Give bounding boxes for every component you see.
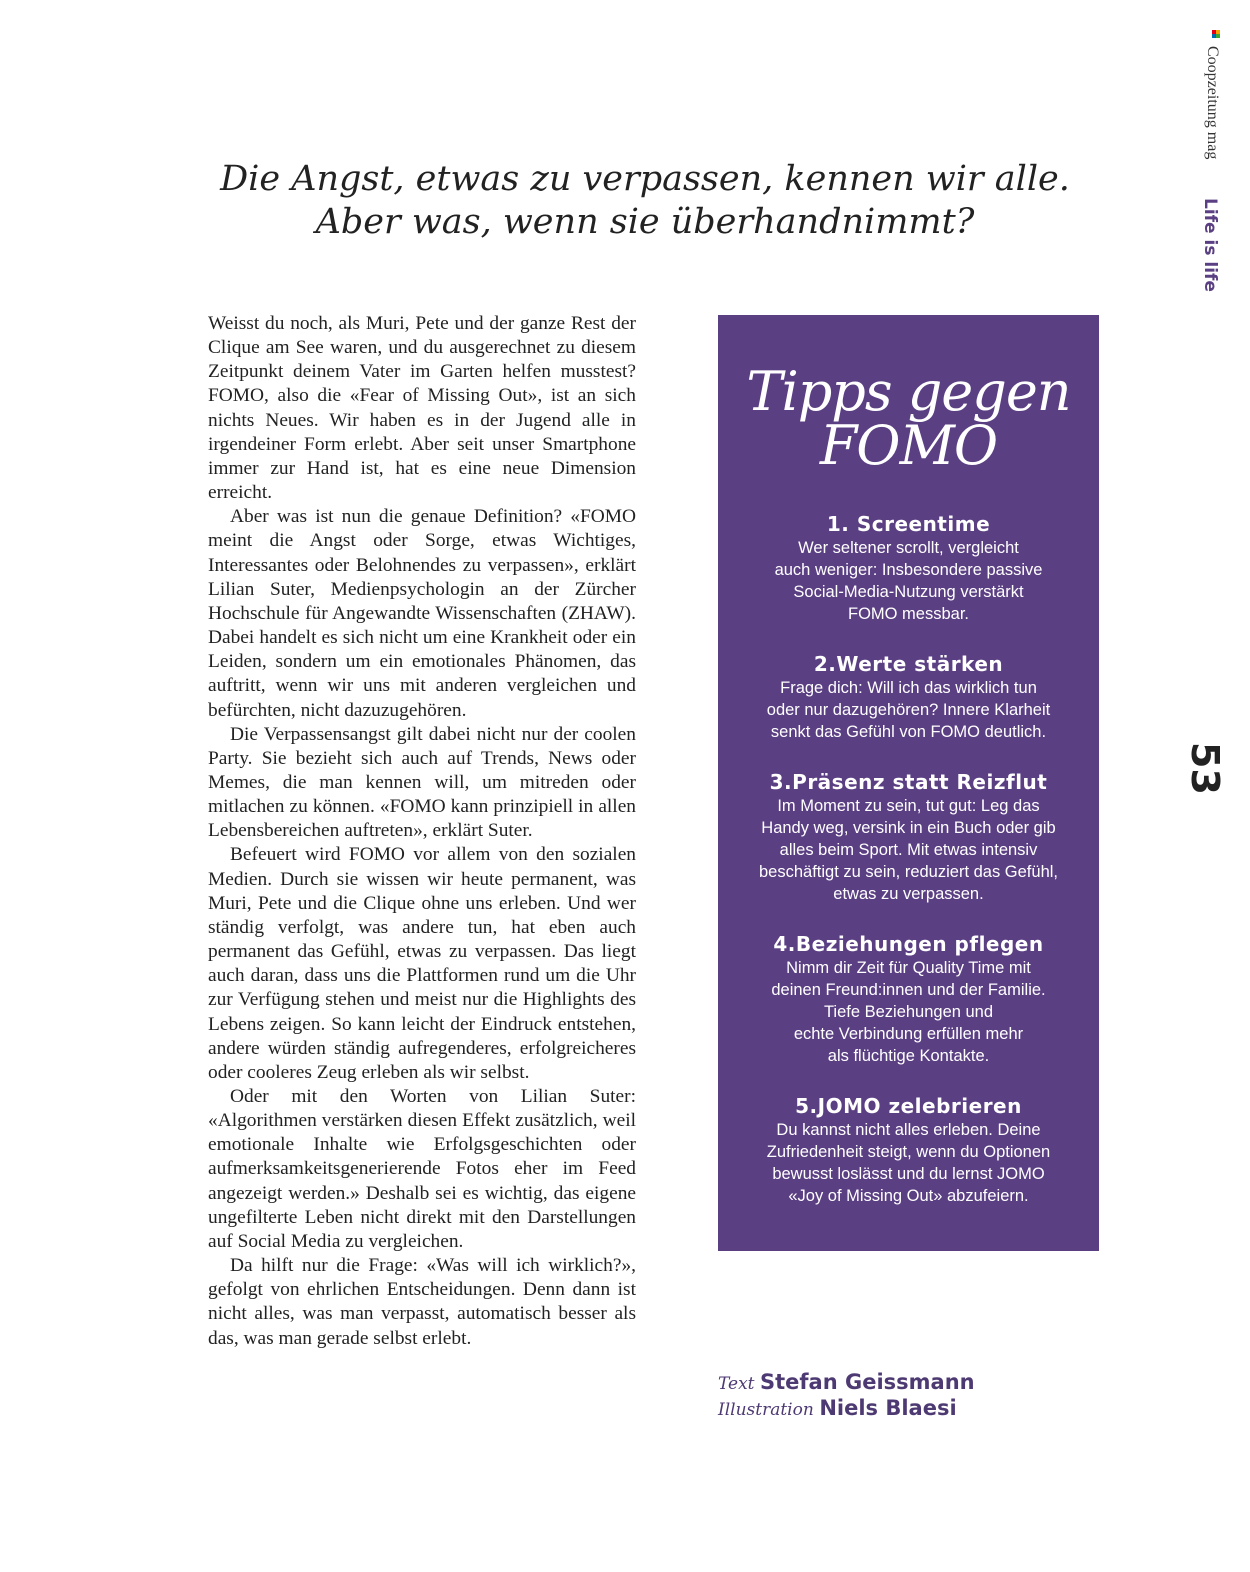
tip-line: Frage dich: Will ich das wirklich tun bbox=[780, 679, 1037, 697]
tip-line: Handy weg, versink in ein Buch oder gib bbox=[761, 819, 1056, 837]
credit-role: Text bbox=[718, 1374, 755, 1394]
tip-heading: 1. Screentime bbox=[826, 512, 991, 536]
tip-heading: 3.Präsenz statt Reizflut bbox=[769, 770, 1048, 794]
tip-text bbox=[718, 1119, 1099, 1207]
credit-author: Stefan Geissmann bbox=[760, 1370, 975, 1394]
tip-line: alles beim Sport. Mit etwas intensiv bbox=[779, 841, 1038, 859]
tips-sidebar bbox=[718, 315, 1099, 1251]
tip-line: «Joy of Missing Out» abzufeiern. bbox=[788, 1187, 1029, 1205]
credit-illustration bbox=[718, 1396, 975, 1422]
tip-text bbox=[718, 795, 1099, 905]
tip-line: Im Moment zu sein, tut gut: Leg das bbox=[777, 797, 1040, 815]
tip-line: oder nur dazugehören? Innere Klarheit bbox=[766, 701, 1051, 719]
tip-item bbox=[718, 931, 1099, 1067]
tip-item bbox=[718, 511, 1099, 625]
tip-heading: 5.JOMO zelebrieren bbox=[795, 1094, 1022, 1118]
tip-text bbox=[718, 677, 1099, 743]
tip-heading: 4.Beziehungen pflegen bbox=[773, 932, 1044, 956]
article-body bbox=[208, 312, 636, 1351]
sidebar-title-line-1: Tipps gegen bbox=[746, 360, 1071, 423]
tip-line: beschäftigt zu sein, reduziert das Gefühl, bbox=[759, 863, 1058, 881]
headline-line-1: Die Angst, etwas zu verpassen, kennen wir alle. bbox=[220, 159, 1070, 199]
credit-text bbox=[718, 1370, 975, 1396]
article-paragraph: Befeuert wird FOMO vor allem von den sozialen Medien. Durch sie wissen wir heute permanent, was Muri, Pete und die Clique ohne uns erleben. Und wer ständig verfolgt, was andere tun, hat eben auch permanent das Gefühl, etwas zu verpassen. Das liegt auch daran, dass uns die Plattformen rund um die Uhr zur Verfügung stehen und meist nur die Highlights des Lebens zeigen. So kann leicht der Eindruck entstehen, andere würden ständig aufregenderes, erfolgreicheres oder cooleres Zeug erleben als wir selbst. bbox=[208, 844, 636, 1083]
tip-item bbox=[718, 1093, 1099, 1207]
tip-line: deinen Freund:innen und der Familie. bbox=[771, 981, 1046, 999]
tip-text bbox=[718, 957, 1099, 1067]
tip-text bbox=[718, 537, 1099, 625]
tip-line: senkt das Gefühl von FOMO deutlich. bbox=[770, 723, 1047, 741]
tip-line: als flüchtige Kontakte. bbox=[827, 1047, 990, 1065]
tip-line: bewusst loslässt und du lernst JOMO bbox=[772, 1165, 1045, 1183]
tip-line: Wer seltener scrollt, vergleicht bbox=[798, 539, 1019, 557]
tip-line: etwas zu verpassen. bbox=[833, 885, 984, 903]
credits bbox=[718, 1370, 975, 1422]
credit-illustrator: Niels Blaesi bbox=[819, 1396, 957, 1420]
article-paragraph: Oder mit den Worten von Lilian Suter: «Algorithmen verstärken diesen Effekt zusätzlich, weil emotionale Inhalte wie Erfolgsgeschichten oder aufmerksamkeitsgenerierende Fotos eher im Feed angezeigt werden.» Deshalb sei es wichtig, das eigene ungefilterte Leben nicht direkt mit den Darstellungen auf Social Media zu vergleichen. bbox=[208, 1086, 636, 1252]
headline bbox=[150, 158, 1140, 244]
tip-line: Du kannst nicht alles erleben. Deine bbox=[776, 1121, 1041, 1139]
headline-line-2: Aber was, wenn sie überhandnimmt? bbox=[315, 202, 975, 242]
article-paragraph: Da hilft nur die Frage: «Was will ich wirklich?», gefolgt von ehrlichen Entscheidungen. Denn dann ist nicht alles, was man verpasst, automatisch besser als das, was man gerade selbst erlebt. bbox=[208, 1255, 636, 1349]
sidebar-title bbox=[718, 360, 1099, 477]
tip-item bbox=[718, 651, 1099, 743]
tip-line: FOMO messbar. bbox=[847, 605, 970, 623]
tip-item bbox=[718, 769, 1099, 905]
section-name: Life is life bbox=[1200, 198, 1220, 292]
tip-line: Tiefe Beziehungen und bbox=[823, 1003, 994, 1021]
sidebar-title-line-2: FOMO bbox=[819, 414, 998, 477]
page-number: 53 bbox=[1183, 742, 1227, 795]
tip-line: Social-Media-Nutzung verstärkt bbox=[793, 583, 1024, 601]
article-paragraph: Die Verpassensangst gilt dabei nicht nur der coolen Party. Sie bezieht sich auch auf Trends, News oder Memes, die man kennen will, um mitreden oder mitlachen zu können. «FOMO kann prinzipiell in allen Lebensbereichen auftreten», erklärt Suter. bbox=[208, 723, 636, 842]
tip-line: auch weniger: Insbesondere passive bbox=[774, 561, 1043, 579]
magazine-name: Coopzeitung mag bbox=[1204, 46, 1221, 160]
coop-logo-mark bbox=[1212, 30, 1220, 38]
article-paragraph: Aber was ist nun die genaue Definition? «FOMO meint die Angst oder Sorge, etwas Wichtiges, Interessantes oder Belohnendes zu verpassen», erklärt Lilian Suter, Medienpsychologin an der Zürcher Hochschule für Angewandte Wissenschaften (ZHAW). Dabei handelt es sich nicht um eine Krankheit oder ein Leiden, sondern um ein emotionales Phänomen, das auftritt, wenn wir uns mit anderen vergleichen und befürchten, nicht dazuzugehören. bbox=[208, 506, 636, 721]
tip-line: Nimm dir Zeit für Quality Time mit bbox=[786, 959, 1031, 977]
tip-line: Zufriedenheit steigt, wenn du Optionen bbox=[766, 1143, 1051, 1161]
tip-line: echte Verbindung erfüllen mehr bbox=[793, 1025, 1024, 1043]
credit-role: Illustration bbox=[718, 1400, 814, 1420]
tip-heading: 2.Werte stärken bbox=[813, 652, 1004, 676]
article-paragraph: Weisst du noch, als Muri, Pete und der ganze Rest der Clique am See waren, und du ausgerechnet zu diesem Zeitpunkt deinem Vater im Garten helfen musstest? FOMO, also die «Fear of Missing Out», ist an sich nichts Neues. Wir haben es in der Jugend alle in irgendeiner Form erlebt. Aber seit unser Smartphone immer zur Hand ist, hat es eine neue Dimension erreicht. bbox=[208, 313, 636, 504]
